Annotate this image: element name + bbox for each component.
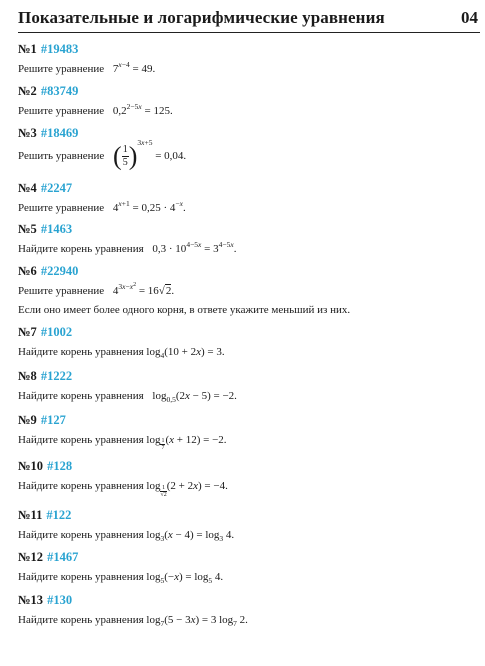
equation: $0,3 \cdot 10^{4-5x} = 3^{4-5x}$. — [152, 240, 237, 255]
problem-number: №6 — [18, 264, 37, 278]
problem-note: Если оно имеет более одного корня, в ответе укажите меньший из них. — [18, 304, 351, 316]
problem-number: №2 — [18, 84, 37, 98]
equation: $\log_5(-x) = \log_5 4$. — [146, 571, 224, 585]
problem-3 — [18, 126, 478, 169]
equation: $\log_3(x - 4) = \log_3 4$. — [146, 529, 235, 543]
problem-prompt: Найдите корень уравнения — [18, 434, 144, 446]
problem-number: №11 — [18, 508, 43, 522]
equation: ( $\frac{1}{5}$ )$^{3x+5}$ = 0,04. — [113, 138, 187, 171]
problem-id-link[interactable]: #83749 — [40, 84, 79, 98]
equation: log $\frac{1}{√2}$ (2 + 2x) = −4. — [146, 480, 228, 498]
problem-4 — [18, 181, 478, 216]
page-number: 04 — [461, 8, 478, 27]
problem-number: №3 — [18, 126, 37, 140]
problem-id-link[interactable]: #2247 — [40, 181, 73, 195]
problem-prompt: Найдите корень уравнения — [18, 571, 144, 583]
equation: $4^{3x-x^2} = 16√2$. — [112, 282, 175, 297]
problem-prompt: Решите уравнение — [18, 285, 105, 297]
problem-prompt: Решите уравнение — [18, 202, 105, 214]
problem-id-link[interactable]: #19483 — [40, 42, 79, 56]
problem-number: №10 — [18, 459, 44, 473]
problem-number: №9 — [18, 413, 37, 427]
problem-number: №7 — [18, 325, 37, 339]
problem-id-link[interactable]: #128 — [47, 459, 73, 473]
problem-id-link[interactable]: #127 — [40, 413, 66, 427]
problem-id-link[interactable]: #1002 — [40, 325, 73, 339]
problem-prompt: Решите уравнение — [18, 105, 105, 117]
equation: $4^{x+1} = 0,25 \cdot 4^{-x}$. — [112, 199, 186, 214]
equation: $0,2^{2-5x} = 125$. — [112, 102, 173, 117]
problem-id-link[interactable]: #130 — [47, 593, 73, 607]
problem-id-link[interactable]: #1222 — [40, 369, 73, 383]
problem-number: №5 — [18, 222, 37, 236]
problem-prompt: Найдите корень уравнения — [18, 346, 144, 358]
problem-number: №4 — [18, 181, 37, 195]
equation: $\log_7(5 - 3x) = 3$ $\log_7 2$. — [146, 614, 248, 628]
problem-prompt: Решите уравнение — [18, 63, 105, 75]
problem-11 — [18, 508, 478, 543]
problem-number: №8 — [18, 369, 37, 383]
problem-number: №1 — [18, 42, 37, 56]
equation: $7^{x-4} = 49$. — [112, 60, 156, 75]
problem-prompt: Решить уравнение — [18, 150, 105, 162]
problem-number: №12 — [18, 550, 44, 564]
problem-6 — [18, 264, 478, 318]
problem-id-link[interactable]: #1467 — [47, 550, 79, 564]
problem-5 — [18, 222, 478, 257]
equation: $\log_4(10 + 2x) = 3$. — [146, 346, 225, 360]
problem-7 — [18, 325, 478, 360]
problem-prompt: Найдите корень уравнения — [18, 243, 144, 255]
page-header — [18, 8, 478, 28]
problem-10 — [18, 459, 478, 498]
problem-prompt: Найдите корень уравнения — [18, 390, 144, 402]
problem-id-link[interactable]: #18469 — [40, 126, 79, 140]
problem-12 — [18, 550, 478, 585]
page-title: Показательные и логарифмические уравнения — [18, 8, 385, 27]
problem-prompt: Найдите корень уравнения — [18, 529, 144, 541]
problem-id-link[interactable]: #122 — [46, 508, 72, 522]
problem-8 — [18, 369, 478, 404]
problem-id-link[interactable]: #22940 — [40, 264, 79, 278]
equation: $\log_{0,5}(2x - 5) = -2$. — [152, 390, 237, 404]
problem-9 — [18, 413, 478, 451]
problem-1 — [18, 42, 478, 77]
problem-prompt: Найдите корень уравнения — [18, 614, 144, 626]
problem-2 — [18, 84, 478, 119]
equation: log $\frac{1}{7}$ (x + 12) = −2. — [146, 434, 227, 451]
problem-id-link[interactable]: #1463 — [40, 222, 73, 236]
problem-number: №13 — [18, 593, 44, 607]
problem-prompt: Найдите корень уравнения — [18, 480, 144, 492]
header-divider — [18, 32, 480, 33]
problem-13 — [18, 593, 478, 628]
